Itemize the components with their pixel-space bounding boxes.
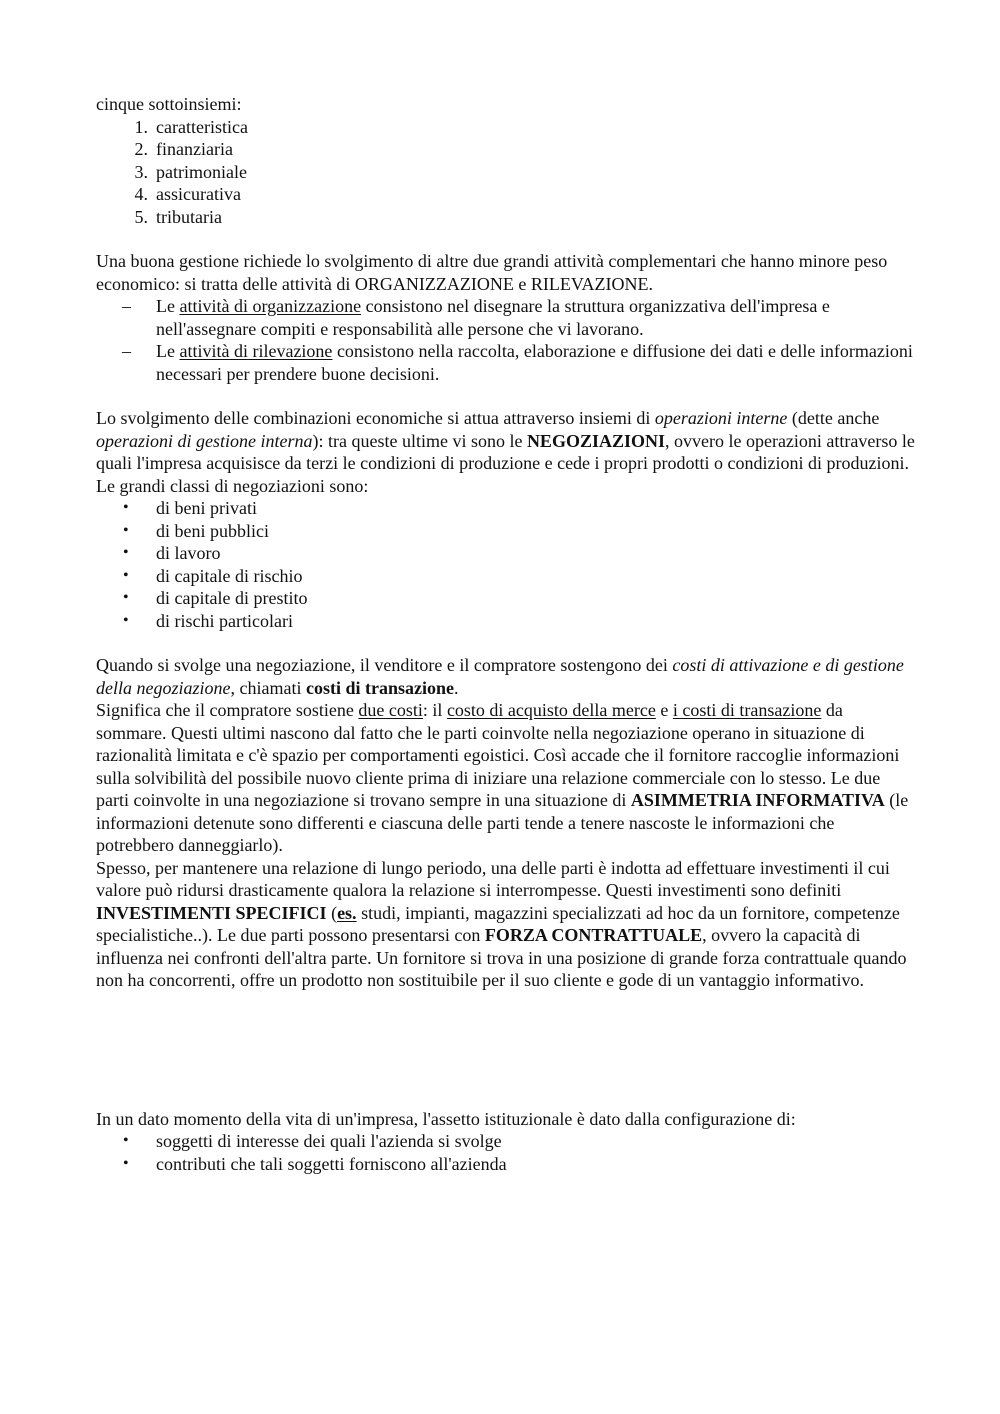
intro-text: cinque sottoinsiemi: xyxy=(96,94,242,114)
list-item: • di lavoro xyxy=(123,543,221,563)
paragraph-investimenti: Spesso, per mantenere una relazione di lungo periodo, una delle parti è indotta ad effettuare investimenti il cui valore può ridursi drasticamente qualora la relazione si interrompesse. Questi investimenti sono definiti INVESTIMENTI SPECIFICI (es. studi, impianti, magazzini specializzati ad hoc da un fornitore, competenze specialistiche..). Le due parti possono presentarsi con FORZA CONTRATTUALE, ovvero la capacità di influenza nei confronti dell'altra parte. Un fornitore si trova in una posizione di grande forza contrattuale quando non ha concorrenti, offre un prodotto non sostituibile per il suo cliente e gode di un vantaggio informativo. xyxy=(96,857,907,990)
subsets-list xyxy=(96,116,916,229)
bold-term: INVESTIMENTI SPECIFICI xyxy=(96,902,327,923)
assetto-list xyxy=(96,1130,916,1175)
list-item: • di capitale di prestito xyxy=(123,588,308,608)
underlined-term: due costi xyxy=(358,700,423,720)
italic-term: costi di attivazione e di gestione della negoziazione xyxy=(96,655,904,698)
list-item: 4. assicurativa xyxy=(134,184,241,204)
underlined-term: i costi di transazione xyxy=(672,700,822,720)
italic-term: operazioni interne xyxy=(654,408,788,428)
classes-intro: Le grandi classi di negoziazioni sono: xyxy=(96,475,369,496)
underlined-term: es. xyxy=(337,902,357,923)
paragraph-costi-transazione: Quando si svolge una negoziazione, il venditore e il compratore sostengono dei costi di attivazione e di gestione della negoziazione, chiamati costi di transazione. xyxy=(96,655,904,698)
paragraph-assetto: In un dato momento della vita di un'impresa, l'assetto istituzionale è dato dalla configurazione di: xyxy=(96,1108,796,1129)
document-page xyxy=(96,93,916,1175)
list-item: 5. tributaria xyxy=(134,206,222,227)
list-item: 2. finanziaria xyxy=(134,139,233,159)
list-item: 1. caratteristica xyxy=(134,116,248,137)
underlined-term: attività di organizzazione xyxy=(179,296,362,316)
list-item: • contributi che tali soggetti forniscono all'azienda xyxy=(123,1153,507,1174)
underlined-term: costo di acquisto della merce xyxy=(446,700,656,720)
list-item: – Le attività di organizzazione consistono nel disegnare la struttura organizzativa dell'impresa e nell'assegnare compiti e responsabilità alle persone che vi lavorano. xyxy=(122,296,830,339)
list-item: 3. patrimoniale xyxy=(134,161,247,182)
list-item: • di capitale di rischio xyxy=(123,565,303,586)
activities-list xyxy=(96,295,916,385)
paragraph-gestione: Una buona gestione richiede lo svolgimento di altre due grandi attività complementari che hanno minore peso economico: si tratta delle attività di ORGANIZZAZIONE e RILEVAZIONE. xyxy=(96,251,888,294)
bold-term: NEGOZIAZIONI xyxy=(526,430,665,451)
list-item: • di beni pubblici xyxy=(123,520,269,541)
paragraph-asimmetria: Significa che il compratore sostiene due costi: il costo di acquisto della merce e i costi di transazione da sommare. Questi ultimi nascono dal fatto che le parti coinvolte nella negoziazione operano in situazione di razionalità limitata e c'è spazio per comportamenti egoistici. Così accade che il fornitore raccoglie informazioni sulla solvibilità del possibile nuovo cliente prima di iniziare una relazione commerciale con lo stesso. Le due parti coinvolte in una negoziazione si trovano sempre in una situazione di ASIMMETRIA INFORMATIVA (le informazioni detenute sono differenti e ciascuna delle parti tende a tenere nascoste le informazioni che potrebbero danneggiarlo). xyxy=(96,700,909,855)
list-item: • di rischi particolari xyxy=(123,610,293,631)
list-item: • di beni privati xyxy=(123,498,257,518)
list-item: • soggetti di interesse dei quali l'azienda si svolge xyxy=(123,1131,502,1151)
underlined-term: attività di rilevazione xyxy=(179,341,333,361)
paragraph-combinazioni: Lo svolgimento delle combinazioni economiche si attua attraverso insiemi di operazioni interne (dette anche operazioni di gestione interna): tra queste ultime vi sono le NEGOZIAZIONI, ovvero le operazioni attraverso le quali l'impresa acquisisce da terzi le condizioni di produzione e cede i propri prodotti o condizioni di produzioni. xyxy=(96,408,915,473)
classes-list xyxy=(96,497,916,632)
italic-term: operazioni di gestione interna xyxy=(96,430,313,451)
bold-term: costi di transazione xyxy=(305,677,454,698)
bold-term: FORZA CONTRATTUALE xyxy=(484,925,703,945)
list-item: – Le attività di rilevazione consistono nella raccolta, elaborazione e diffusione dei dati e delle informazioni necessari per prendere buone decisioni. xyxy=(122,341,913,384)
bold-term: ASIMMETRIA INFORMATIVA xyxy=(630,790,885,810)
